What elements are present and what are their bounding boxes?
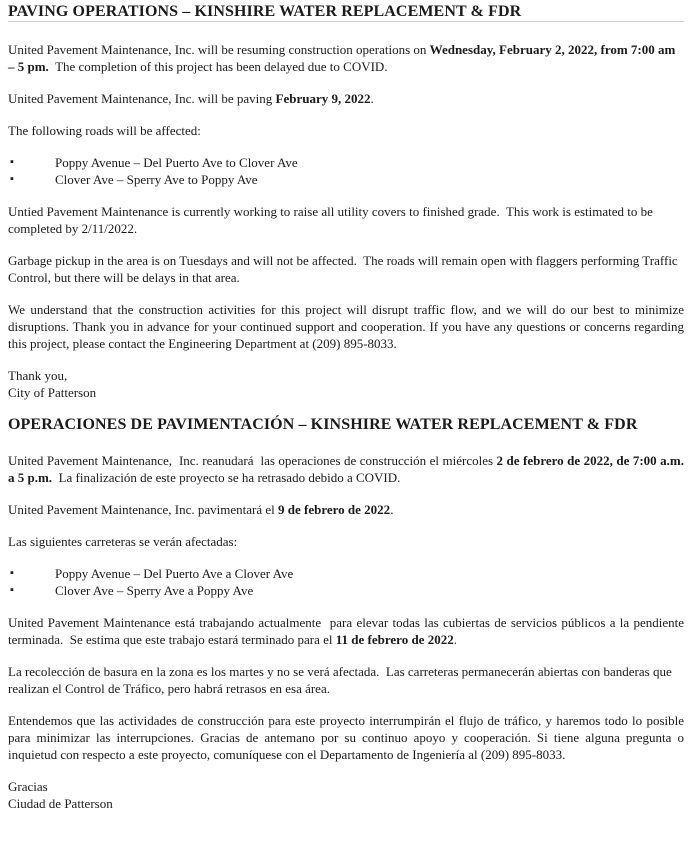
list-item-text: Poppy Avenue – Del Puerto Ave to Clover Ave [55,155,298,170]
bold-text-run: Wednesday, February 2, 2022, from 7:00 am – 5 pm. [8,42,676,74]
text-run: La finalización de este proyecto se ha retrasado debido a COVID. [52,470,401,485]
square-bullet-icon: ▪ [10,584,14,596]
bold-text-run: February 9, 2022 [275,91,371,106]
paragraph [8,533,684,550]
list-item [8,154,684,171]
road-list [8,565,684,599]
section-spanish [8,416,684,812]
list-item-text: Clover Ave – Sperry Ave to Poppy Ave [55,172,258,187]
paragraph [8,712,684,763]
paragraph [8,41,684,75]
text-run: United Pavement Maintenance, Inc. reanudará las operaciones de construcción el miércoles [8,453,497,468]
list-item [8,171,684,188]
list-item-text: Clover Ave – Sperry Ave a Poppy Ave [55,583,254,598]
text-run: Garbage pickup in the area is on Tuesdays and will not be affected. The roads will remain open with flaggers performing Traffic Control, but there will be delays in that area. [8,253,678,285]
bold-text-run: 2 de febrero de 2022, de 7:00 a.m. a 5 p.m. [8,453,684,485]
english-title: PAVING OPERATIONS – KINSHIRE WATER REPLACEMENT & FDR [8,3,684,22]
paragraph [8,252,684,286]
signature-line: Thank you, [8,368,68,383]
paragraph [8,203,684,237]
text-run: We understand that the construction activities for this project will disrupt traffic flow, and we will do our best to minimize disruptions. Thank you in advance for your continued support and cooperation. If you have any questions or concerns regarding this project, please contact the Engineering Department at (209) 895-8033. [8,302,684,351]
paragraph [8,122,684,139]
section-english [8,3,684,401]
signature-line: Gracias [8,779,48,794]
text-run: Las siguientes carreteras se verán afectadas: [8,534,238,549]
text-run: Entendemos que las actividades de construcción para este proyecto interrumpirán el flujo de tráfico, y haremos todo lo posible para minimizar las interrupciones. Gracias de antemano por su continuo apoyo y cooperación. Si tiene alguna pregunta o inquietud con respecto a este proyecto, comuníquese con el Departamento de Ingeniería al (209) 895-8033. [8,713,684,762]
english-content [8,41,684,401]
text-run: United Pavement Maintenance, Inc. will be paving [8,91,276,106]
road-list [8,154,684,188]
text-run: The following roads will be affected: [8,123,201,138]
paragraph [8,663,684,697]
paragraph [8,501,684,518]
text-run: United Pavement Maintenance, Inc. pavimentará el [8,502,279,517]
paragraph [8,301,684,352]
signature-line: Ciudad de Patterson [8,796,113,811]
spanish-content [8,452,684,812]
spanish-title: OPERACIONES DE PAVIMENTACIÓN – KINSHIRE WATER REPLACEMENT & FDR [8,416,638,433]
text-run: La recolección de basura en la zona es los martes y no se verá afectada. Las carreteras permanecerán abiertas con banderas que realizan el Control de Tráfico, pero habrá retrasos en esa área. [8,664,672,696]
text-run: Untied Pavement Maintenance is currently working to raise all utility covers to finished grade. This work is estimated to be completed by 2/11/2022. [8,204,653,236]
signature-line: City of Patterson [8,385,97,400]
paragraph [8,452,684,486]
text-run: . [453,632,457,647]
text-run: . [390,502,394,517]
signature [8,778,684,812]
bold-text-run: 9 de febrero de 2022 [278,502,391,517]
list-item [8,582,684,599]
text-run: United Pavement Maintenance está trabajando actualmente para elevar todas las cubiertas de servicios públicos a la pendiente terminada. Se estima que este trabajo estará terminado para el [8,615,684,647]
list-item-text: Poppy Avenue – Del Puerto Ave a Clover Ave [55,566,294,581]
bold-text-run: 11 de febrero de 2022 [335,632,454,647]
square-bullet-icon: ▪ [10,173,14,185]
paragraph [8,90,684,107]
text-run: . [370,91,374,106]
square-bullet-icon: ▪ [10,156,14,168]
paragraph [8,614,684,648]
text-run: The completion of this project has been delayed due to COVID. [48,59,388,74]
text-run: United Pavement Maintenance, Inc. will be resuming construction operations on [8,42,430,57]
signature [8,367,684,401]
square-bullet-icon: ▪ [10,567,14,579]
list-item [8,565,684,582]
